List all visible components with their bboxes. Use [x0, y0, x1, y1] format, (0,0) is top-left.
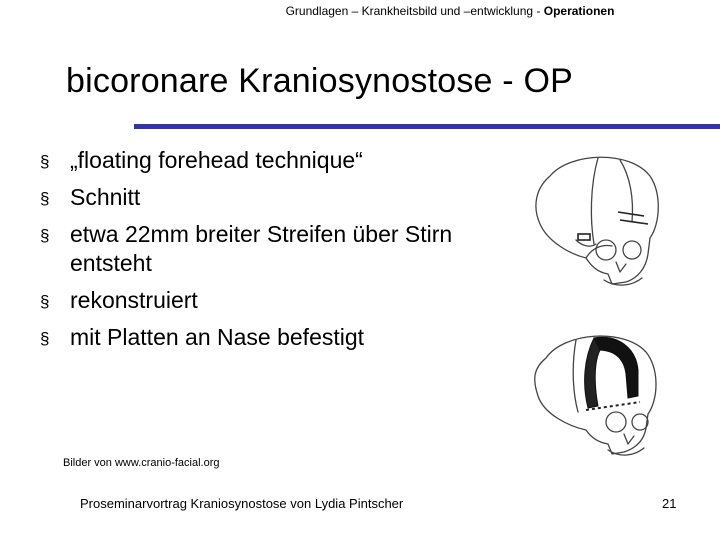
- title-underline: [134, 124, 720, 129]
- bullet-marker: §: [40, 189, 50, 208]
- skull-incision-illustration: [520, 146, 670, 296]
- bullet-item: [40, 286, 500, 315]
- bullet-text: „floating forehead technique“: [70, 147, 363, 173]
- slide-title: bicoronare Kraniosynostose - OP: [66, 62, 574, 100]
- bullet-list: [40, 146, 500, 360]
- page-number: 21: [662, 496, 677, 511]
- skull-reconstructed-illustration: [520, 322, 670, 462]
- breadcrumb-section: Operationen: [543, 4, 615, 18]
- breadcrumb: [200, 4, 700, 18]
- bullet-item: [40, 323, 500, 352]
- bullet-item: [40, 220, 500, 278]
- bullet-text: Schnitt: [70, 184, 141, 210]
- footer-presentation: Proseminarvortrag Kraniosynostose von Lydia Pintscher: [80, 496, 404, 511]
- bullet-marker: §: [40, 152, 50, 171]
- bullet-text: rekonstruiert: [70, 287, 198, 313]
- bullet-marker: §: [40, 226, 50, 245]
- breadcrumb-prefix: Grundlagen – Krankheitsbild und –entwicklung -: [285, 4, 544, 18]
- image-credit: Bilder von www.cranio-facial.org: [63, 457, 220, 469]
- bullet-item: [40, 146, 500, 175]
- bullet-marker: §: [40, 292, 50, 311]
- bullet-marker: §: [40, 329, 50, 348]
- bullet-text: mit Platten an Nase befestigt: [70, 324, 365, 350]
- bullet-item: [40, 183, 500, 212]
- bullet-text: etwa 22mm breiter Streifen über Stirn entsteht: [70, 221, 453, 276]
